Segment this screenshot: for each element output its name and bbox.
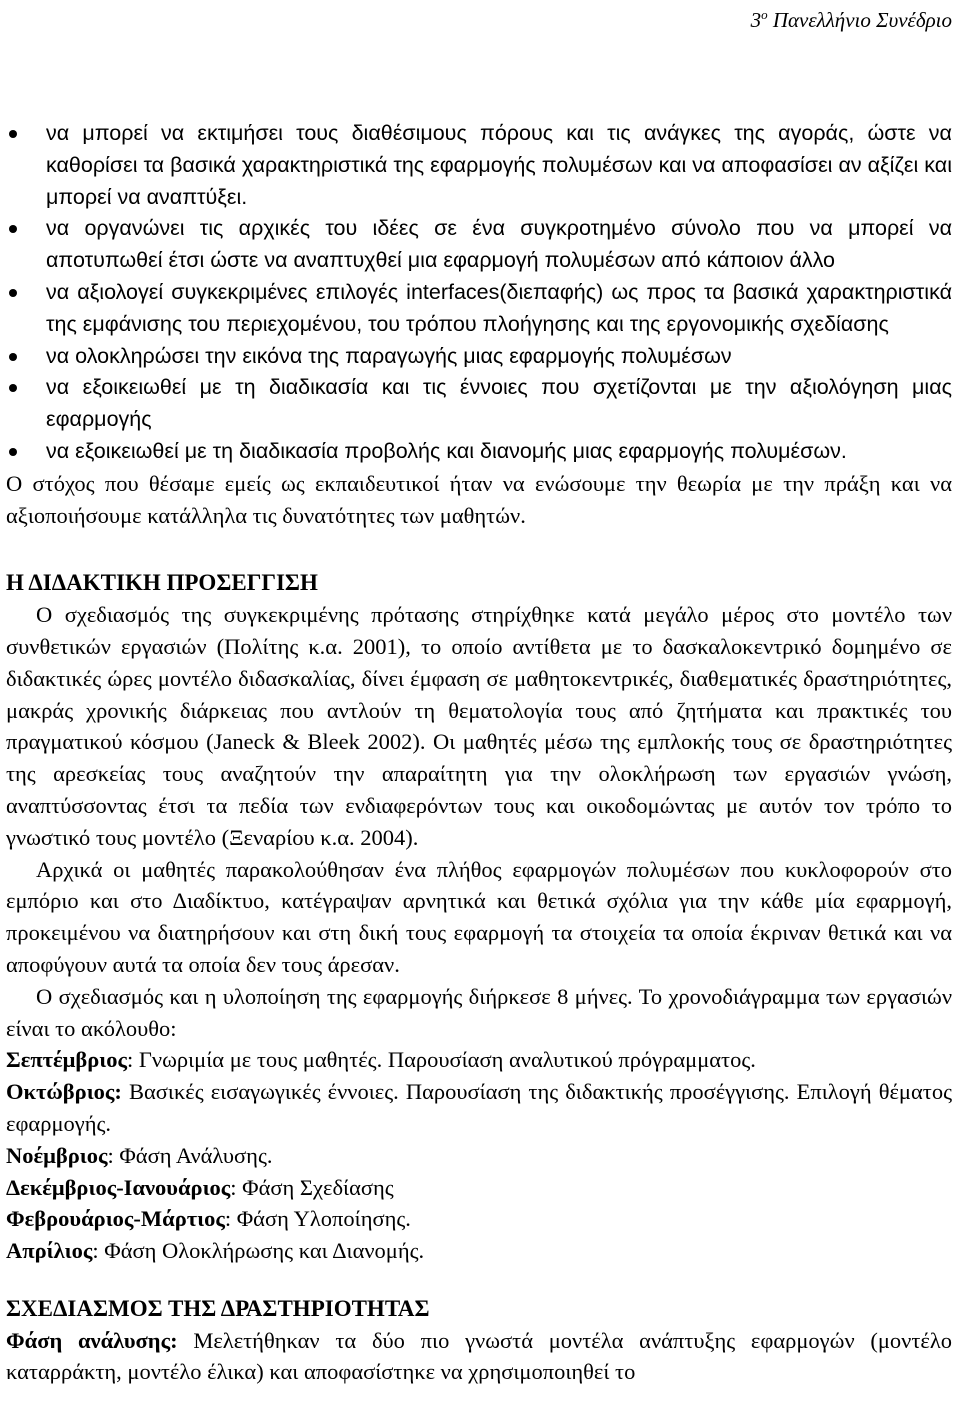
section-heading-approach: Η ΔΙΔΑΚΤΙΚΗ ΠΡΟΣΕΓΓΙΣΗ bbox=[6, 570, 318, 596]
conference-number: 3 bbox=[750, 8, 762, 32]
bullet-icon bbox=[9, 384, 17, 392]
schedule-month: Φεβρουάριος-Μάρτιος bbox=[6, 1206, 225, 1232]
schedule-entry bbox=[6, 1076, 952, 1140]
list-item-text: να εξοικειωθεί με τη διαδικασία προβολής και διανομής μιας εφαρμογής πολυμέσων. bbox=[46, 438, 847, 463]
schedule-text: : Φάση Ολοκλήρωσης και Διανομής. bbox=[92, 1238, 425, 1264]
section-heading-design: ΣΧΕΔΙΑΣΜΟΣ ΤΗΣ ΔΡΑΣΤΗΡΙΟΤΗΤΑΣ bbox=[6, 1295, 430, 1321]
ordinal-superscript: ο bbox=[761, 7, 768, 22]
bullet-icon bbox=[9, 448, 17, 456]
approach-paragraph: Ο σχεδιασμός και η υλοποίηση της εφαρμογής διήρκεσε 8 μήνες. Το χρονοδιάγραμμα των εργασιών είναι το ακόλουθο: bbox=[6, 983, 952, 1041]
list-item bbox=[6, 341, 952, 373]
schedule-entry bbox=[6, 1044, 952, 1076]
list-item-text: να εξοικειωθεί με τη διαδικασία και τις έννοιες που σχετίζονται με την αξιολόγηση μιας εφαρμογής bbox=[46, 375, 952, 432]
schedule-month: Οκτώβριος: bbox=[6, 1079, 122, 1105]
conference-header bbox=[751, 2, 952, 33]
list-item bbox=[6, 372, 952, 436]
schedule-entry bbox=[6, 1172, 952, 1204]
approach-paragraph: Ο σχεδιασμός της συγκεκριμένης πρότασης στηρίχθηκε κατά μεγάλο μέρος στο μοντέλο των συνθετικών εργασιών (Πολίτης κ.α. 2001), το οποίο αντίθετα με το δασκαλοκεντρικό δομημένο σε διδακτικές ώρες μοντέλο διδασκαλίας, δίνει έμφαση σε μαθητοκεντρικές, διαθεματικές δραστηριότητες, μακράς χρονικής διάρκειας που αντλούν τη θεματολογία τους από ζητήματα και πρακτικές του πραγματικού κόσμου (Janeck & Bleek 2002). Οι μαθητές μέσω της εμπλοκής τους σε δραστηριότητες της αρεσκείας τους αναζητούν την απαραίτητη για την ολοκλήρωση των εργασιών γνώση, αναπτύσσοντας έτσι τα πεδία των ενδιαφερόντων τους και οικοδομώντας με αυτόν τον τρόπο το γνωστικό τους μοντέλο (Ξεναρίου κ.α. 2004). bbox=[6, 602, 952, 850]
list-item bbox=[6, 436, 952, 468]
bullet-icon bbox=[9, 289, 17, 297]
bullet-icon bbox=[9, 353, 17, 361]
analysis-text: Μελετήθηκαν τα δύο πιο γνωστά μοντέλα ανάπτυξης εφαρμογών (μοντέλο καταρράκτη, μοντέλο έλικα) και αποφασίστηκε να χρησιμοποιηθεί το bbox=[6, 1327, 952, 1385]
schedule-month: Σεπτέμβριος bbox=[6, 1047, 128, 1073]
list-item-text: να οργανώνει τις αρχικές του ιδέες σε ένα συγκροτημένο σύνολο που να μπορεί να αποτυπωθεί έτσι ώστε να αναπτυχθεί μια εφαρμογή πολυμέσων από κάποιον άλλο bbox=[46, 216, 952, 273]
schedule-month: Απρίλιος bbox=[6, 1238, 93, 1264]
schedule-month: Νοέμβριος bbox=[6, 1142, 108, 1168]
goal-paragraph: Ο στόχος που θέσαμε εμείς ως εκπαιδευτικοί ήταν να ενώσουμε την θεωρία με την πράξη και να αξιοποιήσουμε κατάλληλα τις δυνατότητες των μαθητών. bbox=[6, 470, 952, 528]
schedule-entry bbox=[6, 1203, 952, 1235]
analysis-paragraph bbox=[6, 1325, 952, 1389]
conference-title: Πανελλήνιο Συνέδριο bbox=[772, 8, 952, 32]
list-item bbox=[6, 118, 952, 213]
bullet-icon bbox=[9, 130, 17, 138]
schedule-entry bbox=[6, 1235, 952, 1267]
approach-paragraph: Αρχικά οι μαθητές παρακολούθησαν ένα πλήθος εφαρμογών πολυμέσων που κυκλοφορούν στο εμπόριο και στο Διαδίκτυο, κατέγραψαν αρνητικά και θετικά σχόλια για την κάθε μία εφαρμογή, προκειμένου να διατηρήσουν και στη δική τους εφαρμογή τα στοιχεία τα οποία έκριναν θετικά και να αποφύγουν αυτά τα οποία δεν τους άρεσαν. bbox=[6, 856, 952, 977]
schedule-text: : Φάση Ανάλυσης. bbox=[107, 1142, 273, 1168]
document-body bbox=[6, 118, 952, 1388]
list-item-text: να μπορεί να εκτιμήσει τους διαθέσιμους πόρους και τις ανάγκες της αγοράς, ώστε να καθορίσει τα βασικά χαρακτηριστικά της εφαρμογής πολυμέσων και να αποφασίσει αν αξίζει και μπορεί να αναπτύξει. bbox=[46, 121, 952, 209]
schedule-text: : Γνωριμία με τους μαθητές. Παρουσίαση αναλυτικού πρόγραμματος. bbox=[127, 1047, 756, 1073]
schedule-month: Δεκέμβριος-Ιανουάριος bbox=[6, 1174, 231, 1200]
list-item-text: να αξιολογεί συγκεκριμένες επιλογές interfaces(διεπαφής) ως προς τα βασικά χαρακτηριστικά της εμφάνισης του περιεχομένου, του τρόπου πλοήγησης και της εργονομικής σχεδίασης bbox=[46, 279, 952, 336]
schedule-text: Βασικές εισαγωγικές έννοιες. Παρουσίαση της διδακτικής προσέγγισης. Επιλογή θέματος εφαρμογής. bbox=[6, 1079, 952, 1136]
list-item-text: να ολοκληρώσει την εικόνα της παραγωγής μιας εφαρμογής πολυμέσων bbox=[46, 343, 732, 368]
list-item bbox=[6, 213, 952, 277]
schedule-text: : Φάση Υλοποίησης. bbox=[224, 1206, 411, 1232]
objectives-list bbox=[6, 118, 952, 468]
schedule-entry bbox=[6, 1140, 952, 1172]
bullet-icon bbox=[9, 225, 17, 233]
analysis-label: Φάση ανάλυσης: bbox=[6, 1327, 178, 1353]
schedule-text: : Φάση Σχεδίασης bbox=[230, 1174, 394, 1200]
list-item bbox=[6, 277, 952, 341]
